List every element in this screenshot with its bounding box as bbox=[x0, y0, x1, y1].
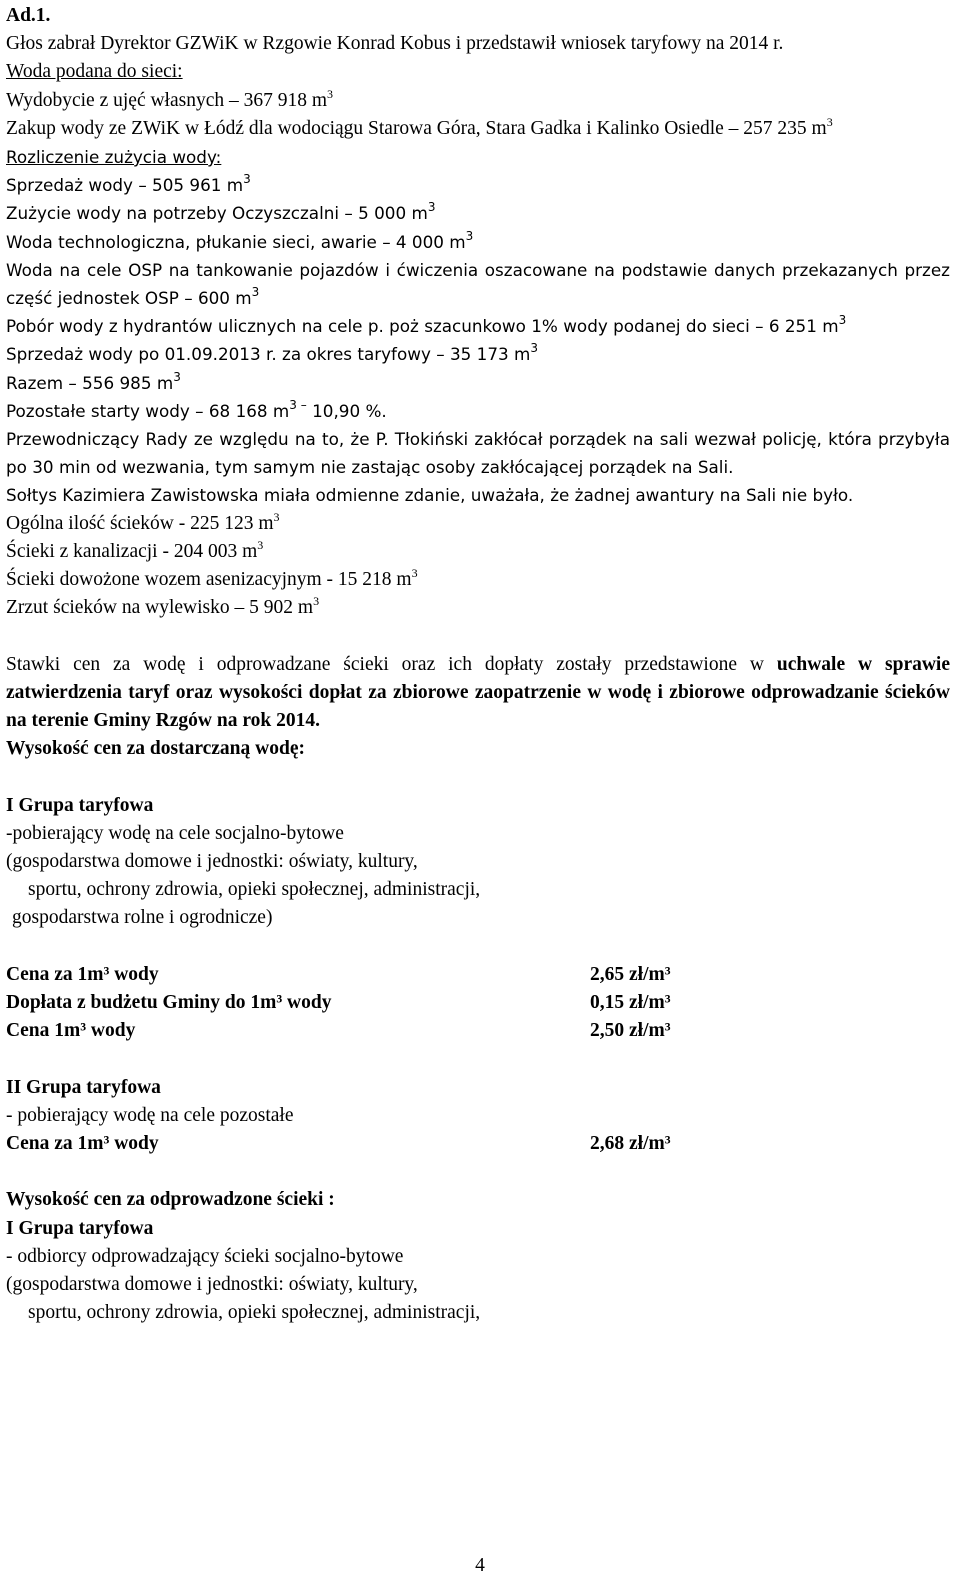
price-row: Cena 1m³ wody 2,50 zł/m³ bbox=[6, 1020, 671, 1042]
document-page bbox=[6, 2, 950, 1327]
consumption-item: Pobór wody z hydrantów ulicznych na cele p. poż szacunkowo 1% wody podanej do sieci – 6 251 $m^3$ bbox=[6, 313, 847, 337]
group1-line: sportu, ochrony zdrowia, opieki społecznej, administracji, bbox=[28, 879, 481, 901]
consumption-item: Woda technologiczna, płukanie sieci, awarie – 4 000 $m^3$ bbox=[6, 228, 474, 252]
consumption-title: Rozliczenie zużycia wody: bbox=[6, 147, 222, 168]
water-price-title: Wysokość cen za dostarczaną wodę: bbox=[6, 738, 305, 760]
sewage-group1-desc: - odbiorcy odprowadzający ścieki socjalno-bytowe bbox=[6, 1245, 404, 1267]
consumption-item: Zużycie wody na potrzeby Oczyszczalni – 5 000 $m^3$ bbox=[6, 200, 436, 224]
consumption-item: Sprzedaż wody – 505 961 $m^3$ bbox=[6, 172, 251, 196]
water-in-item: Zakup wody ze ZWiK w Łódź dla wodociągu Starowa Góra, Stara Gadka i Kalinko Osiedle – 257 235 $m^3$ bbox=[6, 114, 833, 139]
water-in-title: Woda podana do sieci: bbox=[6, 61, 183, 83]
water-in-item: Wydobycie z ujęć własnych – 367 918 $m^3$ bbox=[6, 86, 334, 111]
soltys-paragraph: Sołtys Kazimiera Zawistowska miała odmienne zdanie, uważała, że żadnej awantury na Sali nie było. bbox=[6, 485, 854, 506]
price-row: Cena za 1m³ wody 2,65 zł/m³ bbox=[6, 963, 671, 985]
group2-desc: - pobierający wodę na cele pozostałe bbox=[6, 1104, 294, 1126]
sewage-item: Zrzut ścieków na wylewisko – 5 902 $m^3$ bbox=[6, 594, 320, 619]
sewage-price-title: Wysokość cen za odprowadzone ścieki : bbox=[6, 1189, 335, 1211]
group1-desc: -pobierający wodę na cele socjalno-bytowe bbox=[6, 822, 344, 844]
group1-line: gospodarstwa rolne i ogrodnicze) bbox=[12, 907, 273, 929]
sewage-item: Ścieki dowożone wozem asenizacyjnym - 15 218 $m^3$ bbox=[6, 566, 418, 591]
group1-line: (gospodarstwa domowe i jednostki: oświaty, kultury, bbox=[6, 851, 418, 873]
consumption-item: Woda na cele OSP na tankowanie pojazdów i ćwiczenia oszacowane na podstawie danych przekazanych przez część jednostek OSP – 600 $m^3$ bbox=[6, 259, 950, 309]
group1-title: I Grupa taryfowa bbox=[6, 794, 154, 816]
sewage-item: Ogólna ilość ścieków - 225 123 $m^3$ bbox=[6, 509, 280, 534]
sewage-group1-line: sportu, ochrony zdrowia, opieki społecznej, administracji, bbox=[28, 1302, 481, 1324]
sewage-item: Ścieki z kanalizacji - 204 003 $m^3$ bbox=[6, 537, 264, 562]
price-row: Dopłata z budżetu Gminy do 1m³ wody 0,15 zł/m³ bbox=[6, 992, 671, 1014]
intro-paragraph: Głos zabrał Dyrektor GZWiK w Rzgowie Konrad Kobus i przedstawił wniosek taryfowy na 2014 r. bbox=[6, 33, 784, 55]
sewage-group1-title: I Grupa taryfowa bbox=[6, 1217, 154, 1239]
page-number: 4 bbox=[475, 1555, 485, 1576]
water-losses: Pozostałe starty wody – 68 168 $m^{3 -}$ 10,90 %. bbox=[6, 397, 387, 421]
price-row: Cena za 1m³ wody 2,68 zł/m³ bbox=[6, 1133, 671, 1155]
chair-paragraph: Przewodniczący Rady ze względu na to, że P. Tłokiński zakłócał porządek na sali wezwał policję, która przybyła po 30 min od wezwania, tym samym nie zastając osoby zakłócającej porządek na Sali. bbox=[6, 429, 950, 478]
consumption-item: Sprzedaż wody po 01.09.2013 r. za okres taryfowy – 35 173 $m^3$ bbox=[6, 341, 538, 365]
sewage-group1-line: (gospodarstwa domowe i jednostki: oświaty, kultury, bbox=[6, 1274, 418, 1296]
section-heading: Ad.1. bbox=[6, 5, 51, 26]
consumption-item: Razem – 556 985 $m^3$ bbox=[6, 369, 181, 393]
rates-paragraph: Stawki cen za wodę i odprowadzane ścieki oraz ich dopłaty zostały przedstawione w uchwale w sprawie zatwierdzenia taryf oraz wysokości dopłat za zbiorowe zaopatrzenie w wodę i zbiorowe odprowadzanie ścieków na terenie Gminy Rzgów na rok 2014. bbox=[6, 653, 950, 732]
group2-title: II Grupa taryfowa bbox=[6, 1076, 161, 1098]
